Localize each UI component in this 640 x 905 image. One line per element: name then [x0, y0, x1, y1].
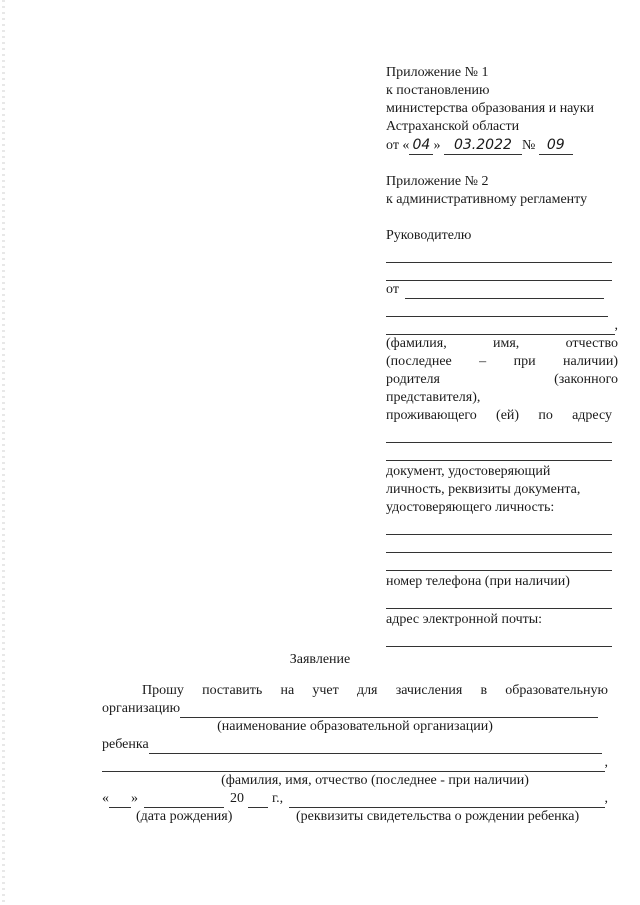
- birth-row: [102, 790, 608, 808]
- birth-day-line: [109, 794, 131, 808]
- residence-line-1: [386, 425, 612, 443]
- number-prefix: №: [521, 138, 536, 153]
- child-fio-hint: (фамилия, имя, отчество (последнее - при наличии): [221, 773, 529, 788]
- child-line-2: [102, 757, 605, 772]
- child-row: [102, 736, 608, 754]
- cert-line: [289, 793, 604, 808]
- appendix2-title: Приложение № 2: [386, 174, 489, 189]
- handwritten-number: 09: [539, 136, 573, 155]
- fio-hint-1: (фамилия, имя, отчество: [386, 336, 618, 351]
- email-line: [386, 629, 612, 647]
- fio-hint-3: родителя (законного: [386, 372, 618, 387]
- year-prefix: 20: [230, 791, 244, 806]
- cert-comma: ,: [604, 791, 608, 806]
- addressee-label: Руководителю: [386, 228, 472, 243]
- child-line: [149, 739, 602, 754]
- cert-hint: (реквизиты свидетельства о рождении ребенка): [296, 809, 580, 824]
- from-line-3: [386, 320, 615, 335]
- fio-hint-2: (последнее – при наличии): [386, 354, 618, 369]
- from-label: от: [386, 282, 399, 297]
- statement-title: Заявление: [289, 652, 351, 667]
- appendix1-title: Приложение № 1: [386, 65, 489, 80]
- birth-month-line: [144, 794, 224, 808]
- year-suffix: г.,: [272, 791, 284, 806]
- addressee-line-2: [386, 263, 612, 281]
- doc-label-1: документ, удостоверяющий: [386, 464, 551, 479]
- date-mid: »: [433, 138, 441, 153]
- child-label: ребенка: [102, 737, 149, 752]
- from-line: [405, 284, 604, 299]
- fio-hint-4: представителя),: [386, 390, 481, 405]
- org-label: организацию: [102, 701, 181, 716]
- birth-year-line: [248, 794, 268, 808]
- phone-line: [386, 591, 612, 609]
- residence-line-2: [386, 443, 612, 461]
- addressee-line-1: [386, 245, 612, 263]
- doc-line-2: [386, 535, 612, 553]
- handwritten-date: 03.2022: [444, 136, 522, 155]
- doc-label-3: удостоверяющего личность:: [386, 500, 555, 515]
- org-hint: (наименование образовательной организации): [217, 719, 493, 734]
- birth-hints-row: [102, 808, 608, 826]
- doc-line-1: [386, 517, 612, 535]
- statement-para-line1: Прошу поставить на учет для зачисления в образовательную: [142, 683, 608, 698]
- date-close-quote: »: [131, 791, 138, 806]
- date-open-quote: «: [102, 791, 109, 806]
- appendix1-line3: министерства образования и науки: [386, 101, 594, 116]
- handwritten-day: 04: [409, 136, 433, 155]
- appendix2-line2: к административному регламенту: [386, 192, 588, 207]
- org-row: [102, 700, 608, 718]
- appendix1-line2: к постановлению: [386, 83, 490, 98]
- from-line-2: [386, 299, 608, 317]
- from-comma: ,: [614, 318, 618, 333]
- statement-body: [102, 682, 608, 826]
- child-comma: ,: [604, 755, 608, 770]
- from-row: [386, 281, 618, 299]
- header-block: [386, 64, 618, 647]
- appendix1-date-line: [386, 136, 618, 155]
- child-row-2: [102, 754, 608, 772]
- residence-label: проживающего (ей) по адресу: [386, 408, 612, 423]
- doc-line-3: [386, 553, 612, 571]
- org-line: [180, 703, 598, 718]
- phone-label: номер телефона (при наличии): [386, 574, 570, 589]
- birth-date-hint: (дата рождения): [136, 809, 233, 824]
- date-from-prefix: от «: [386, 138, 410, 153]
- appendix1-line4: Астраханской области: [386, 119, 520, 134]
- from-row-3: [386, 317, 618, 335]
- scan-edge-artifact: [2, 0, 5, 905]
- doc-label-2: личность, реквизиты документа,: [386, 482, 581, 497]
- email-label: адрес электронной почты:: [386, 612, 543, 627]
